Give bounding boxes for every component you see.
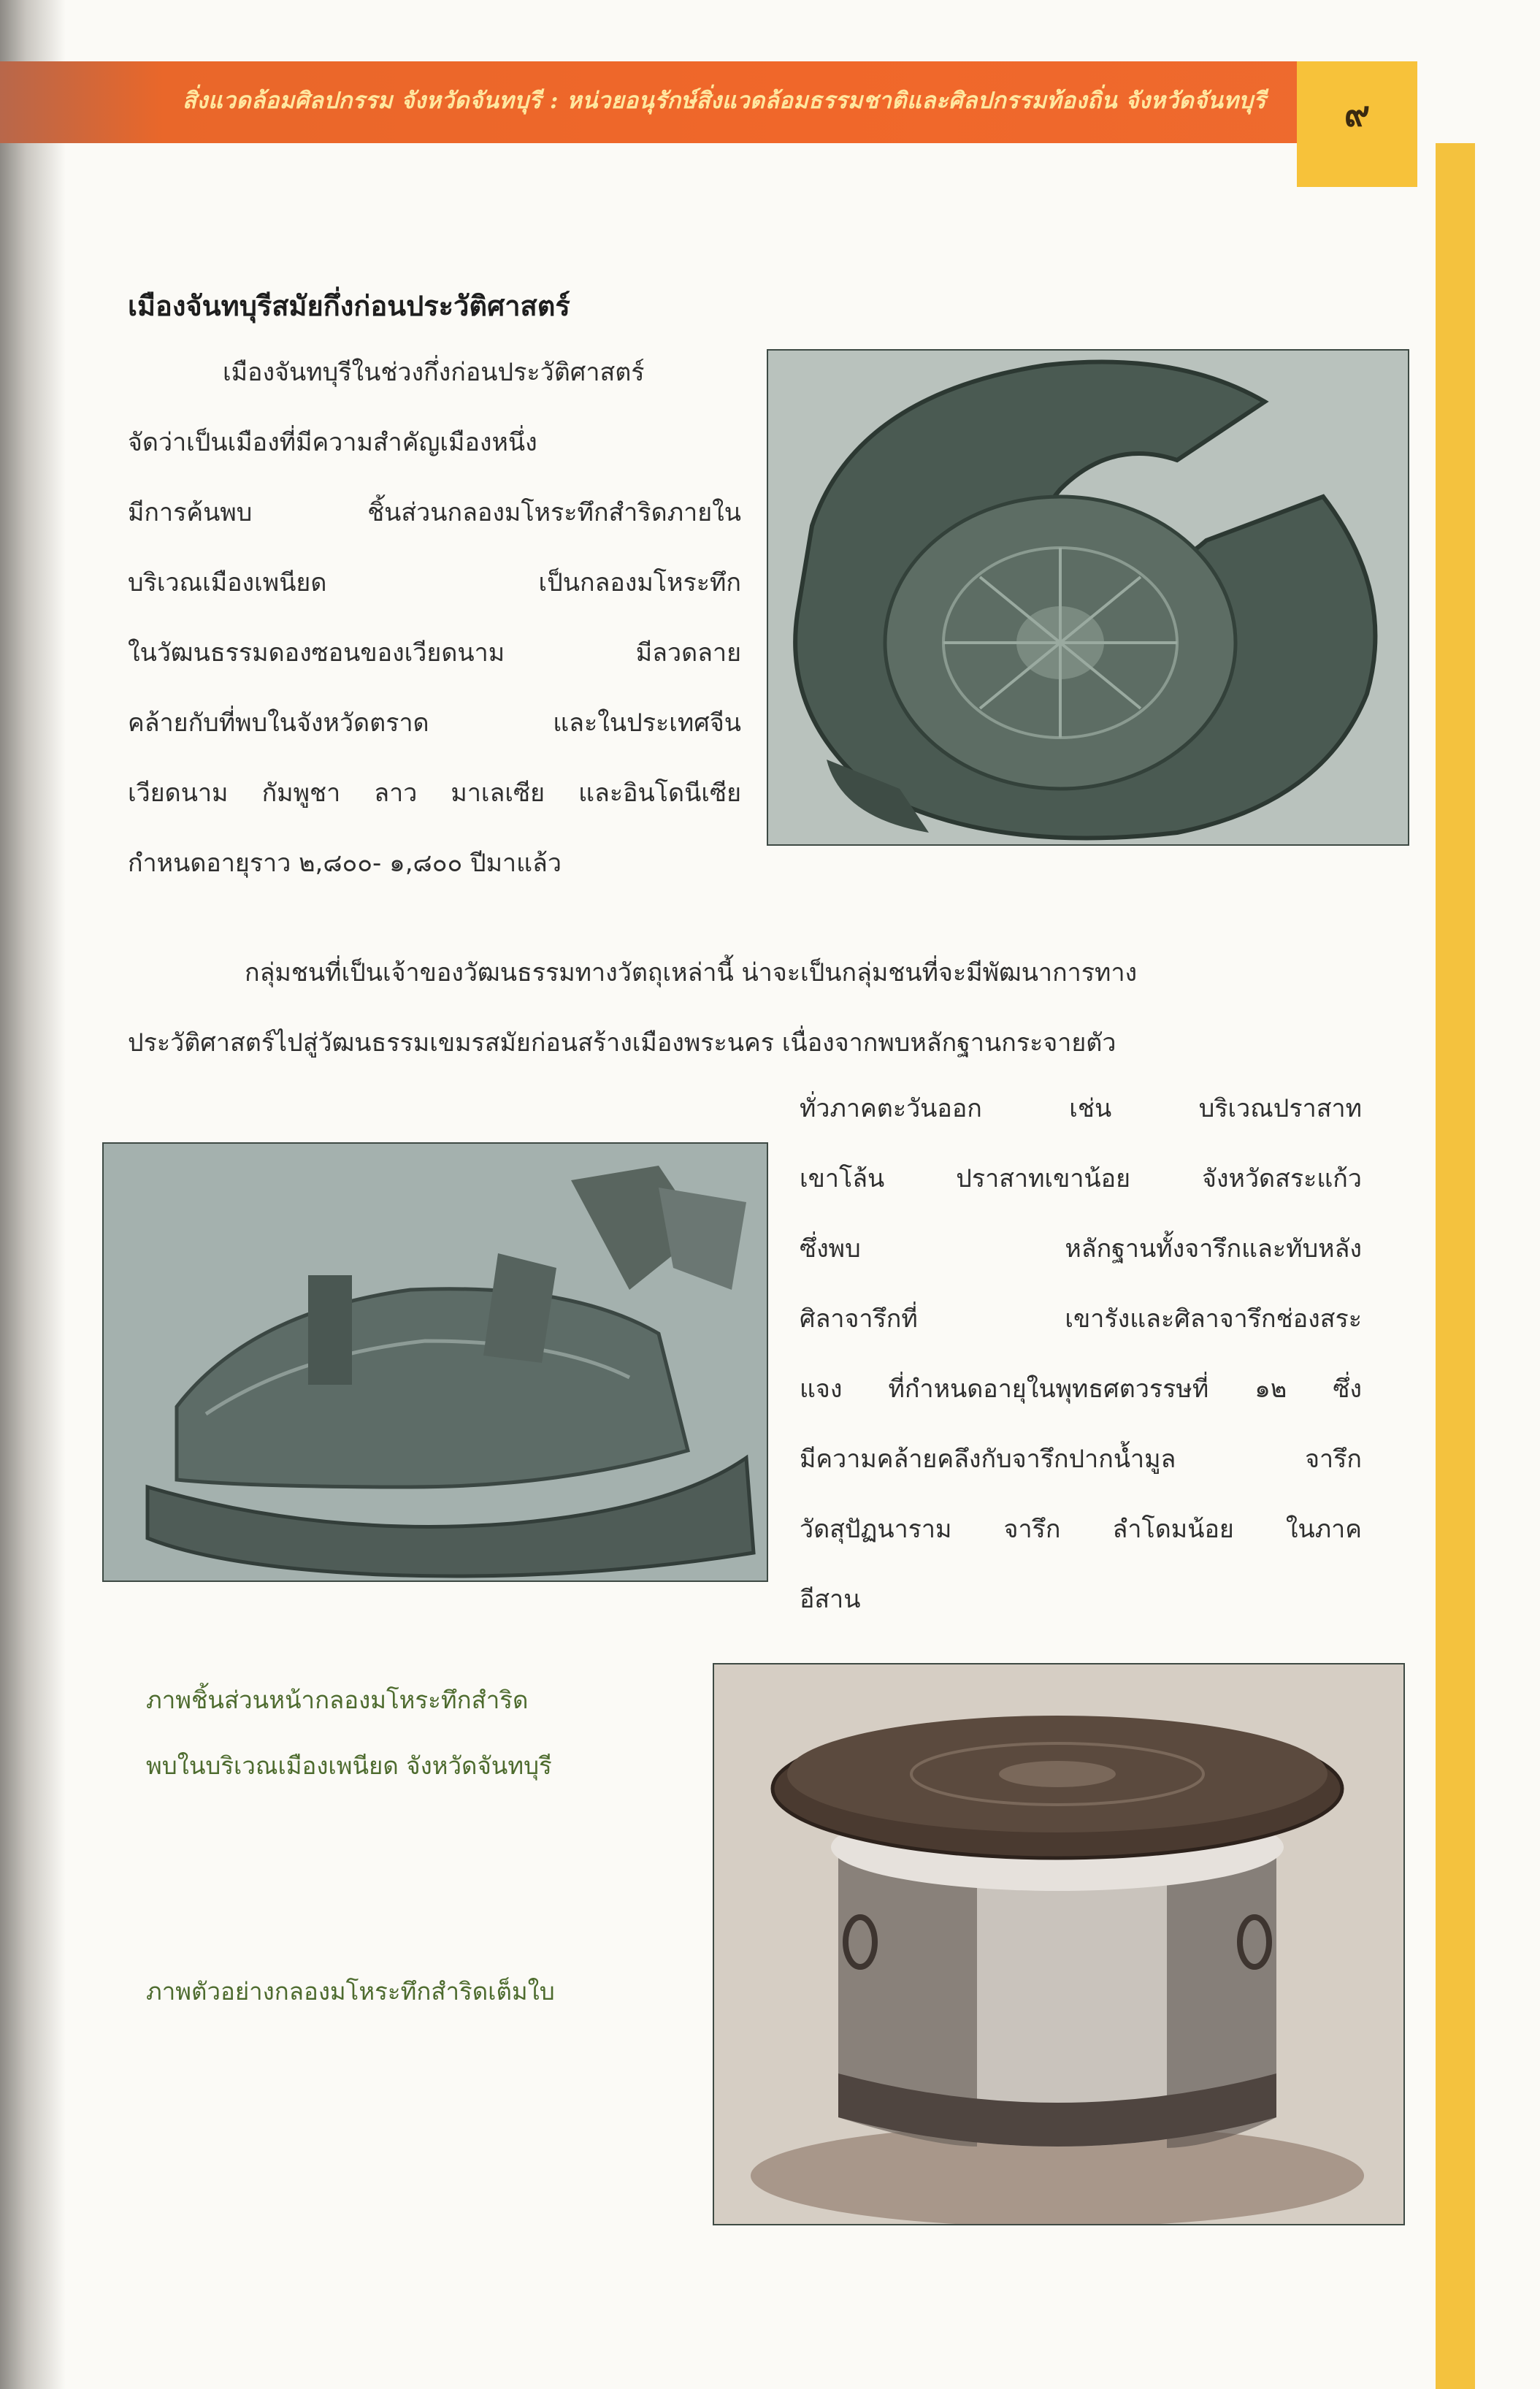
text-line: จัดว่าเป็นเมืองที่มีความสำคัญเมืองหนึ่ง bbox=[128, 428, 537, 457]
text-line: มีความคล้ายคลึงกับจารึกปากน้ำมูล จารึก bbox=[800, 1445, 1362, 1474]
text-line: อีสาน bbox=[800, 1585, 861, 1614]
running-header: สิ่งแวดล้อมศิลปกรรม จังหวัดจันทบุรี : หน่วยอนุรักษ์สิ่งแวดล้อมธรรมชาติและศิลปกรรมท้องถิ่น จังหวัดจันทบุรี bbox=[183, 88, 1266, 114]
complete-drum-illustration bbox=[714, 1664, 1403, 2224]
text-line: ศิลาจารึกที่ เขารังและศิลาจารึกช่องสระ bbox=[800, 1304, 1362, 1334]
drum-side-illustration bbox=[104, 1144, 767, 1580]
photo-drum-tympanum-fragment bbox=[767, 349, 1409, 846]
text-line: ประวัติศาสตร์ไปสู่วัฒนธรรมเขมรสมัยก่อนสร้างเมืองพระนคร เนื่องจากพบหลักฐานกระจายตัว bbox=[128, 1028, 1116, 1058]
text-line: กลุ่มชนที่เป็นเจ้าของวัฒนธรรมทางวัตถุเหล่านี้ น่าจะเป็นกลุ่มชนที่จะมีพัฒนาการทาง bbox=[245, 958, 1138, 987]
caption-full-drum bbox=[146, 1959, 555, 2025]
text-line: ซึ่งพบ หลักฐานทั้งจารึกและทับหลัง bbox=[800, 1234, 1362, 1264]
photo-complete-bronze-drum bbox=[713, 1663, 1405, 2225]
caption-fragment bbox=[146, 1667, 552, 1799]
caption-line: ภาพชิ้นส่วนหน้ากลองมโหระทึกสำริด bbox=[146, 1686, 529, 1714]
paragraph-evidence bbox=[800, 1074, 1362, 1635]
text-line: ทั่วภาคตะวันออก เช่น บริเวณปราสาท bbox=[800, 1094, 1362, 1123]
paragraph-continuation bbox=[128, 938, 1362, 1078]
paragraph-intro bbox=[128, 337, 741, 898]
text-line: คล้ายกับที่พบในจังหวัดตราด และในประเทศจีน bbox=[128, 708, 741, 738]
text-line: แจง ที่กำหนดอายุในพุทธศตวรรษที่ ๑๒ ซึ่ง bbox=[800, 1375, 1362, 1404]
text-line: เวียดนาม กัมพูชา ลาว มาเลเซีย และอินโดนีเซีย bbox=[128, 779, 741, 808]
photo-drum-side-fragments bbox=[102, 1142, 768, 1582]
text-line: เขาโล้น ปราสาทเขาน้อย จังหวัดสระแก้ว bbox=[800, 1164, 1362, 1193]
page-number: ๙ bbox=[1344, 93, 1371, 134]
text-line: มีการค้นพบ ชิ้นส่วนกลองมโหระทึกสำริดภายใน bbox=[128, 498, 741, 527]
drum-fragment-illustration bbox=[768, 351, 1408, 844]
caption-line: พบในบริเวณเมืองเพนียด จังหวัดจันทบุรี bbox=[146, 1751, 552, 1780]
right-accent-bar bbox=[1436, 143, 1475, 2389]
section-title: เมืองจันทบุรีสมัยกึ่งก่อนประวัติศาสตร์ bbox=[128, 290, 570, 322]
text-line: กำหนดอายุราว ๒,๘๐๐- ๑,๘๐๐ ปีมาแล้ว bbox=[128, 849, 562, 878]
text-line: บริเวณเมืองเพนียด เป็นกลองมโหระทึก bbox=[128, 568, 741, 597]
text-line: วัดสุปัฏนาราม จารึก ลำโดมน้อย ในภาค bbox=[800, 1515, 1362, 1544]
book-spine-shadow bbox=[0, 0, 66, 2389]
text-line: ในวัฒนธรรมดองซอนของเวียดนาม มีลวดลาย bbox=[128, 638, 741, 668]
text-line: เมืองจันทบุรีในช่วงกึ่งก่อนประวัติศาสตร์ bbox=[223, 358, 645, 387]
caption-line: ภาพตัวอย่างกลองมโหระทึกสำริดเต็มใบ bbox=[146, 1977, 555, 2006]
